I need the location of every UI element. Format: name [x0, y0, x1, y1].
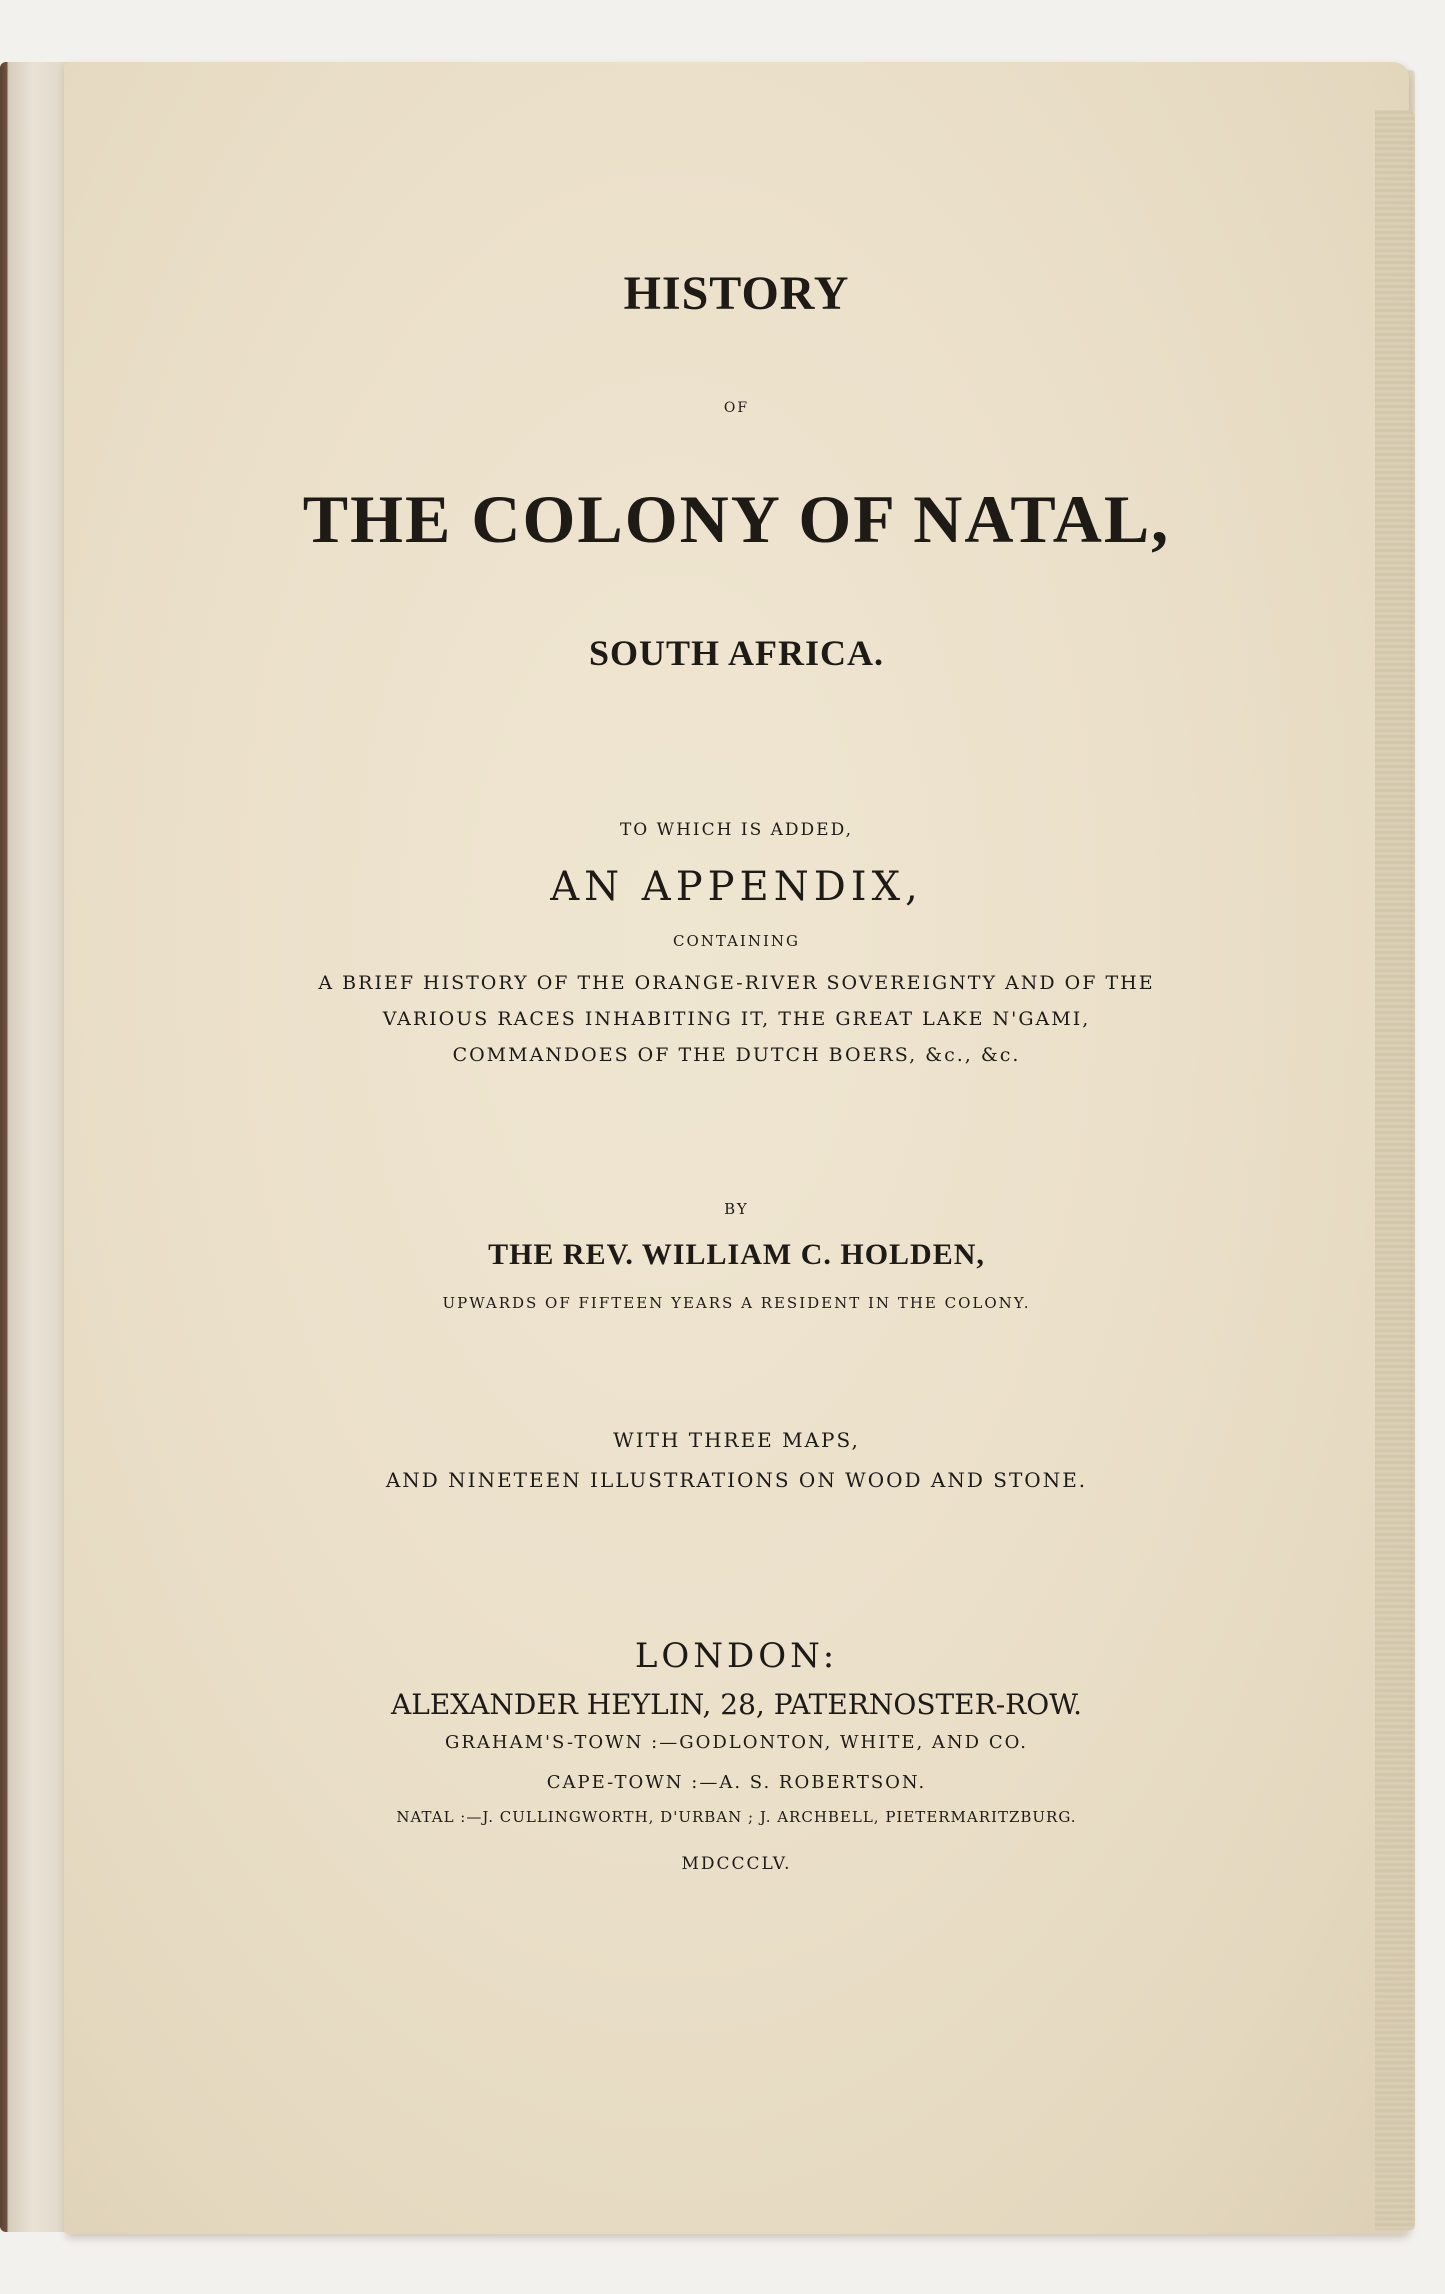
publication-year: MDCCCLV. — [681, 1854, 792, 1874]
imprint-city: LONDON: — [634, 1636, 839, 1676]
agent-line: CAPE-TOWN :—A. S. ROBERTSON. — [546, 1772, 927, 1793]
contents-line: A BRIEF HISTORY OF THE ORANGE-RIVER SOVEREIGNTY AND OF THE — [318, 972, 1155, 994]
title-of: OF — [723, 400, 750, 416]
illustrations-line: AND NINETEEN ILLUSTRATIONS ON WOOD AND STONE. — [385, 1468, 1088, 1492]
title-page — [64, 62, 1409, 2234]
by-line: BY — [724, 1200, 749, 1218]
author-note: UPWARDS OF FIFTEEN YEARS A RESIDENT IN THE COLONY. — [442, 1294, 1031, 1312]
page-fore-edge — [1375, 110, 1415, 2230]
agent-line: NATAL :—J. CULLINGWORTH, D'URBAN ; J. ARCHBELL, PIETERMARITZBURG. — [396, 1808, 1077, 1826]
subtitle-region: SOUTH AFRICA. — [588, 633, 885, 673]
title-history: HISTORY — [623, 267, 850, 320]
main-title: THE COLONY OF NATAL, — [302, 481, 1171, 557]
contents-line: COMMANDOES OF THE DUTCH BOERS, &c., &c. — [452, 1044, 1021, 1066]
illustrations-line: WITH THREE MAPS, — [613, 1428, 860, 1452]
author-name: THE REV. WILLIAM C. HOLDEN, — [488, 1238, 985, 1271]
added-line: TO WHICH IS ADDED, — [619, 820, 854, 840]
containing-line: CONTAINING — [673, 932, 800, 950]
agent-line: GRAHAM'S-TOWN :—GODLONTON, WHITE, AND CO. — [444, 1732, 1029, 1753]
publisher-line: ALEXANDER HEYLIN, 28, PATERNOSTER-ROW. — [391, 1688, 1082, 1721]
contents-line: VARIOUS RACES INHABITING IT, THE GREAT LAKE N'GAMI, — [382, 1008, 1091, 1030]
appendix-heading: AN APPENDIX, — [550, 864, 923, 910]
